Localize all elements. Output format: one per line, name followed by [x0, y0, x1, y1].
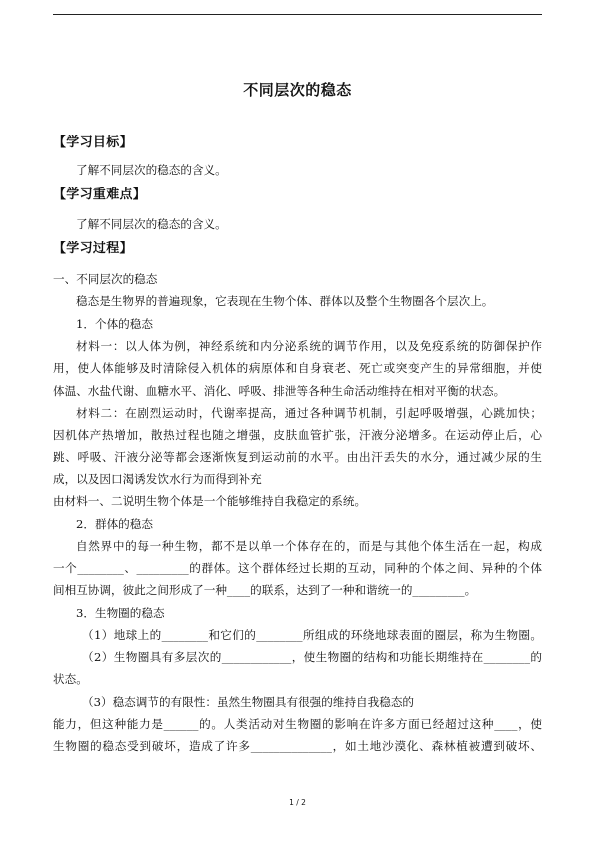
- material-two-line: 成，以及因口渴诱发饮水行为而得到补充: [53, 472, 262, 486]
- biosphere-item-3: （3）稳态调节的有限性：虽然生物圈具有很强的维持自我稳态的: [82, 695, 415, 709]
- heading-learning-goals: 【学习目标】: [53, 135, 133, 150]
- intro-paragraph: 稳态是生物界的普遍现象，它表现在生物个体、群体以及整个生物圈各个层次上。: [76, 294, 494, 308]
- learning-goals-text: 了解不同层次的稳态的含义。: [76, 163, 227, 177]
- material-two-line: 跳、呼吸、汗液分泌等都会逐渐恢复到运动前的水平。由出汗丢失的水分，通过减少尿的生: [53, 450, 542, 464]
- biosphere-item-2: （2）生物圈具有多层次的____________，使生物圈的结构和功能长期维持在________的: [82, 650, 542, 664]
- key-points-text: 了解不同层次的稳态的含义。: [76, 217, 227, 231]
- group-paragraph-line: 自然界中的每一种生物，都不是以单一个体存在的，而是与其他个体生活在一起，构成: [76, 539, 542, 553]
- material-one-line: 用，使人体能够及时清除侵入机体的病原体和自身衰老、死亡或突变产生的异常细胞，并使: [53, 361, 542, 375]
- part-one-title: 一、不同层次的稳态: [53, 272, 158, 286]
- material-two-line: 材料二：在剧烈运动时，代谢率提高，通过各种调节机制，引起呼吸增强，心跳加快；: [76, 406, 542, 420]
- page-number: 1 / 2: [289, 798, 306, 807]
- conclusion-line: 由材料一、二说明生物个体是一个能够维持自我稳定的系统。: [53, 494, 367, 508]
- material-one-line: 体温、水盐代谢、血糖水平、消化、呼吸、排泄等各种生命活动维持在相对平衡的状态。: [53, 384, 506, 398]
- material-one-line: 材料一：以人体为例，神经系统和内分泌系统的调节作用，以及免疫系统的防御保护作: [76, 339, 542, 353]
- biosphere-item-2-cont: 状态。: [53, 672, 88, 686]
- group-paragraph-line: 一个________、_________的群体。这个群体经过长期的互动，同种的个体之间、异种的个体: [53, 561, 542, 575]
- biosphere-item-3-cont: 生物圈的稳态受到破坏，造成了许多______________，如土地沙漠化、森林植被遭到破坏、: [53, 739, 542, 753]
- subsection-biosphere: 3．生物圈的稳态: [76, 606, 165, 620]
- header-rule: [53, 14, 542, 15]
- subsection-individual: 1．个体的稳态: [76, 317, 153, 331]
- biosphere-item-1: （1）地球上的________和它们的________所组成的环绕地球表面的圈层，称为生物圈。: [82, 628, 542, 642]
- group-paragraph-line: 间相互协调，彼此之间形成了一种____的联系，达到了一种和谐统一的_________。: [53, 583, 477, 597]
- heading-key-points: 【学习重难点】: [53, 187, 147, 202]
- subsection-group: 2．群体的稳态: [76, 517, 153, 531]
- heading-learning-process: 【学习过程】: [53, 241, 133, 256]
- page-title: 不同层次的稳态: [243, 81, 352, 99]
- material-two-line: 因机体产热增加，散热过程也随之增强，皮肤血管扩张，汗液分泌增多。在运动停止后，心: [53, 428, 542, 442]
- biosphere-item-3-cont: 能力，但这种能力是______的。人类活动对生物圈的影响在许多方面已经超过这种____，使: [53, 717, 542, 731]
